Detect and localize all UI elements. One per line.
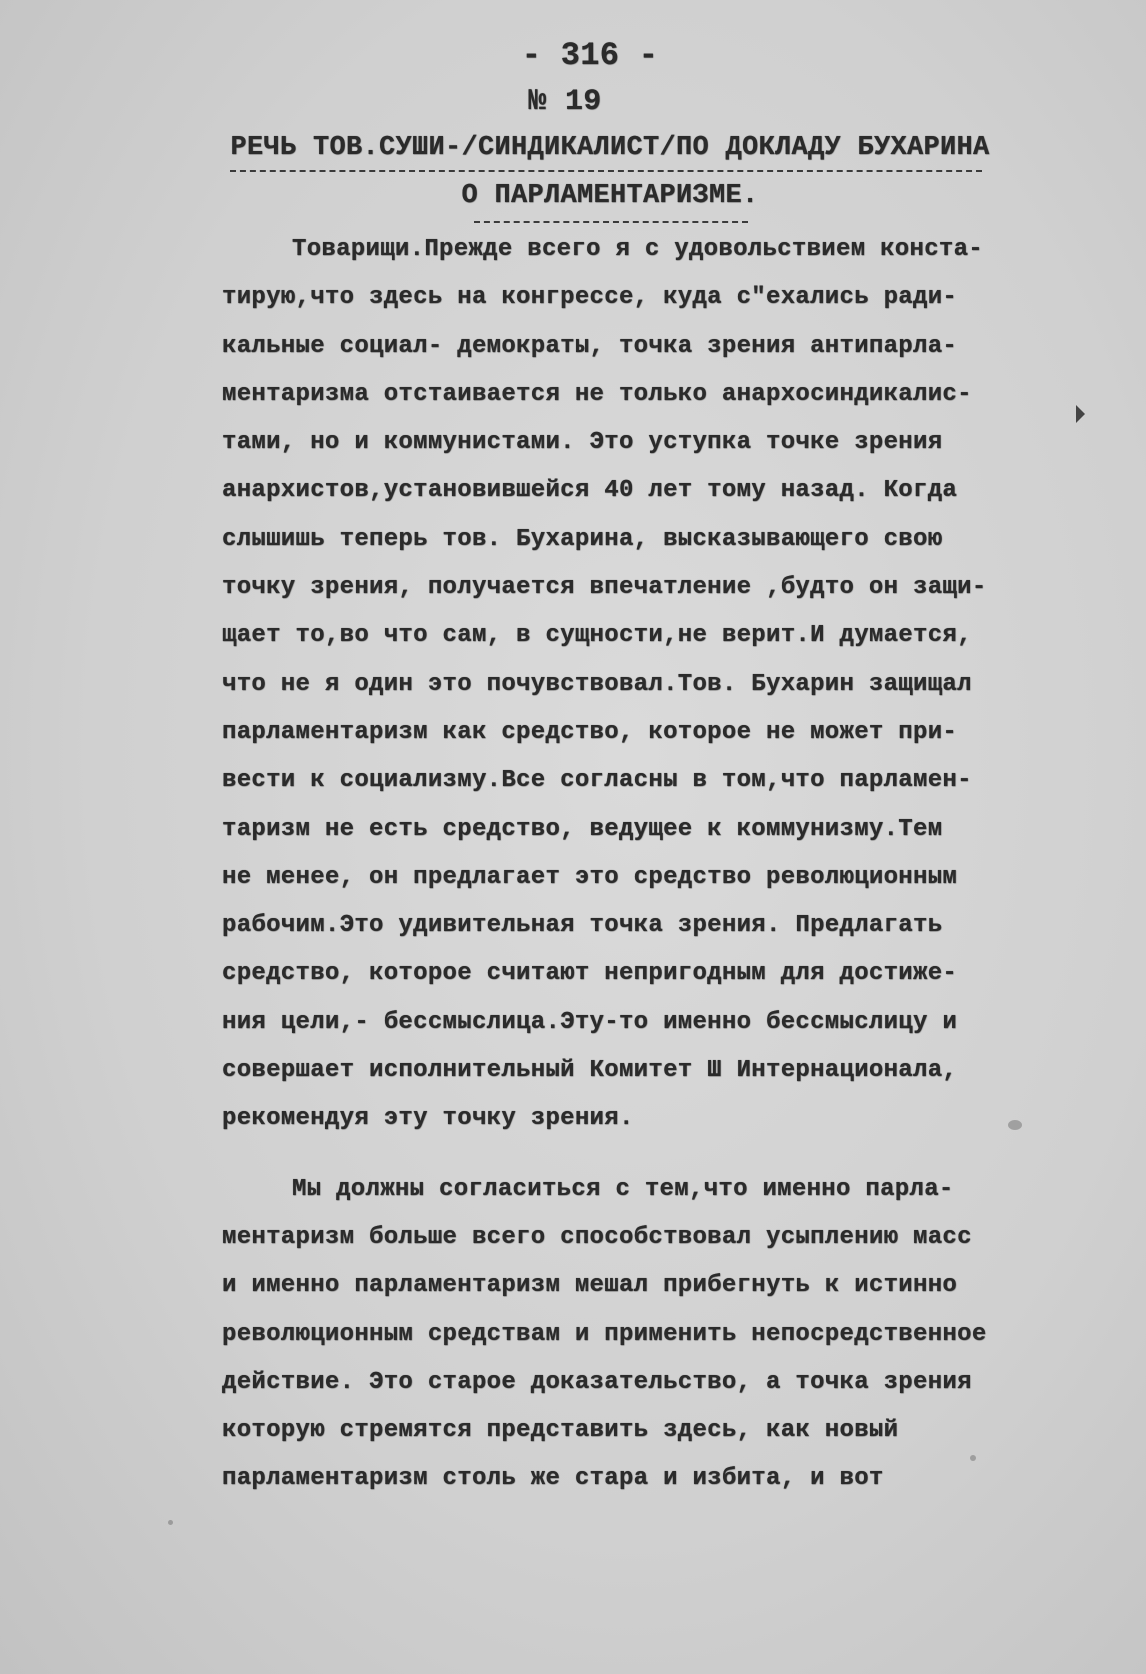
text-line: революционным средствам и применить непосредственное	[222, 1320, 987, 1348]
heading-underline-1	[230, 170, 982, 172]
text-line: щает то,во что сам, в сущности,не верит.И думается,	[222, 622, 972, 650]
heading-line-1: РЕЧЬ ТОВ.СУШИ-/СИНДИКАЛИСТ/ПО ДОКЛАДУ БУХАРИНА	[230, 133, 990, 163]
paragraph-gap	[222, 1144, 1062, 1166]
body-text	[222, 226, 1062, 1504]
heading-line-2: О ПАРЛАМЕНТАРИЗМЕ.	[461, 181, 759, 211]
text-line: точку зрения, получается впечатление ,будто он защи-	[222, 574, 987, 602]
text-line: рабочим.Это удивительная точка зрения. Предлагать	[222, 912, 943, 940]
text-line: рекомендуя эту точку зрения.	[222, 1105, 634, 1133]
text-line: тирую,что здесь на конгрессе, куда с"ехались ради-	[222, 284, 958, 312]
text-line: Товарищи.Прежде всего я с удовольствием конста-	[292, 236, 984, 263]
paragraph-1	[222, 226, 1062, 1144]
text-line: которую стремятся представить здесь, как новый	[222, 1417, 899, 1445]
text-line: и именно парламентаризм мешал прибегнуть к истинно	[222, 1272, 958, 1300]
document-number: № 19	[528, 85, 602, 119]
ink-speck	[970, 1455, 976, 1461]
text-line: ментаризма отстаивается не только анархосиндикалис-	[222, 380, 972, 408]
text-line: таризм не есть средство, ведущее к коммунизму.Тем	[222, 815, 943, 843]
page-number: - 316 -	[521, 37, 659, 74]
text-line: ния цели,- бессмыслица.Эту-то именно бессмыслицу и	[222, 1008, 958, 1036]
heading-underline-2	[474, 221, 748, 223]
text-line: что не я один это почувствовал.Тов. Бухарин защищал	[222, 670, 972, 698]
text-line: не менее, он предлагает это средство революционным	[222, 863, 958, 891]
text-line: вести к социализму.Все согласны в том,что парламен-	[222, 767, 972, 795]
text-line: тами, но и коммунистами. Это уступка точке зрения	[222, 429, 943, 457]
text-line: парламентаризм столь же стара и избита, и вот	[222, 1465, 884, 1493]
margin-mark-icon	[1076, 405, 1085, 423]
paragraph-2	[222, 1166, 1062, 1504]
text-line: парламентаризм как средство, которое не может при-	[222, 718, 958, 746]
text-line: средство, которое считают непригодным для достиже-	[222, 960, 958, 988]
ink-smudge	[1008, 1120, 1022, 1130]
text-line: анархистов,установившейся 40 лет тому назад. Когда	[222, 477, 958, 505]
ink-speck	[168, 1520, 173, 1525]
text-line: кальные социал- демократы, точка зрения антипарла-	[222, 332, 958, 360]
text-line: совершает исполнительный Комитет Ш Интернационала,	[222, 1057, 958, 1085]
text-line: Мы должны согласиться с тем,что именно парла-	[292, 1175, 954, 1203]
text-line: действие. Это старое доказательство, а точка зрения	[222, 1368, 972, 1396]
text-line: слышишь теперь тов. Бухарина, высказывающего свою	[222, 525, 943, 553]
text-line: ментаризм больше всего способствовал усыплению масс	[222, 1223, 972, 1251]
